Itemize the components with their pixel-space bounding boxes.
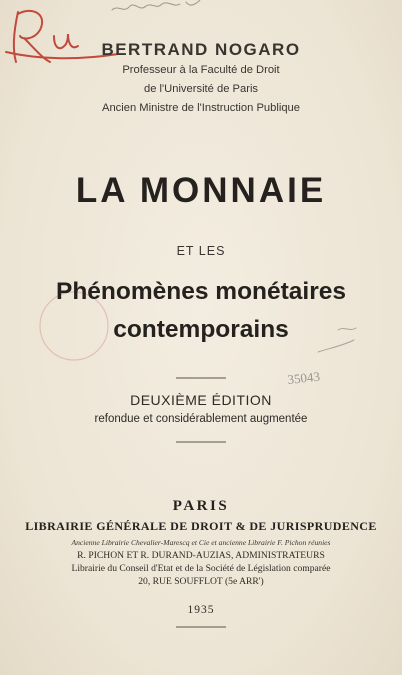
book-subtitle-line-1: Phénomènes monétaires	[55, 278, 347, 305]
publisher-council: Librairie du Conseil d'Etat et de la Société de Législation comparée	[71, 563, 331, 574]
author-affiliation-3: Ancien Ministre de l'Instruction Publique	[101, 102, 301, 114]
edition-label: DEUXIÈME ÉDITION	[130, 392, 272, 408]
publisher-administrators: R. PICHON ET R. DURAND-AUZIAS, ADMINISTRATEURS	[77, 550, 325, 561]
author-affiliation-1: Professeur à la Faculté de Droit	[122, 64, 280, 76]
book-title: LA MONNAIE	[75, 171, 327, 210]
edition-note: refondue et considérablement augmentée	[94, 413, 308, 425]
publisher-city: PARIS	[172, 498, 230, 514]
publisher-address: 20, RUE SOUFFLOT (5e ARR')	[138, 576, 264, 587]
publication-year: 1935	[187, 604, 215, 616]
pencil-number: 35043	[286, 368, 321, 387]
author-affiliation-2: de l'Université de Paris	[143, 83, 259, 95]
pencil-scribble	[112, 0, 200, 10]
publisher-name: LIBRAIRIE GÉNÉRALE DE DROIT & DE JURISPRUDENCE	[25, 519, 377, 533]
publisher-former-names: Ancienne Librairie Chevalier-Marescq et Cie et ancienne Librairie F. Pichon réunies	[71, 538, 331, 547]
book-subtitle-line-2: contemporains	[113, 316, 289, 343]
title-connector: ET LES	[176, 244, 226, 258]
author-name: BERTRAND NOGARO	[101, 40, 301, 59]
